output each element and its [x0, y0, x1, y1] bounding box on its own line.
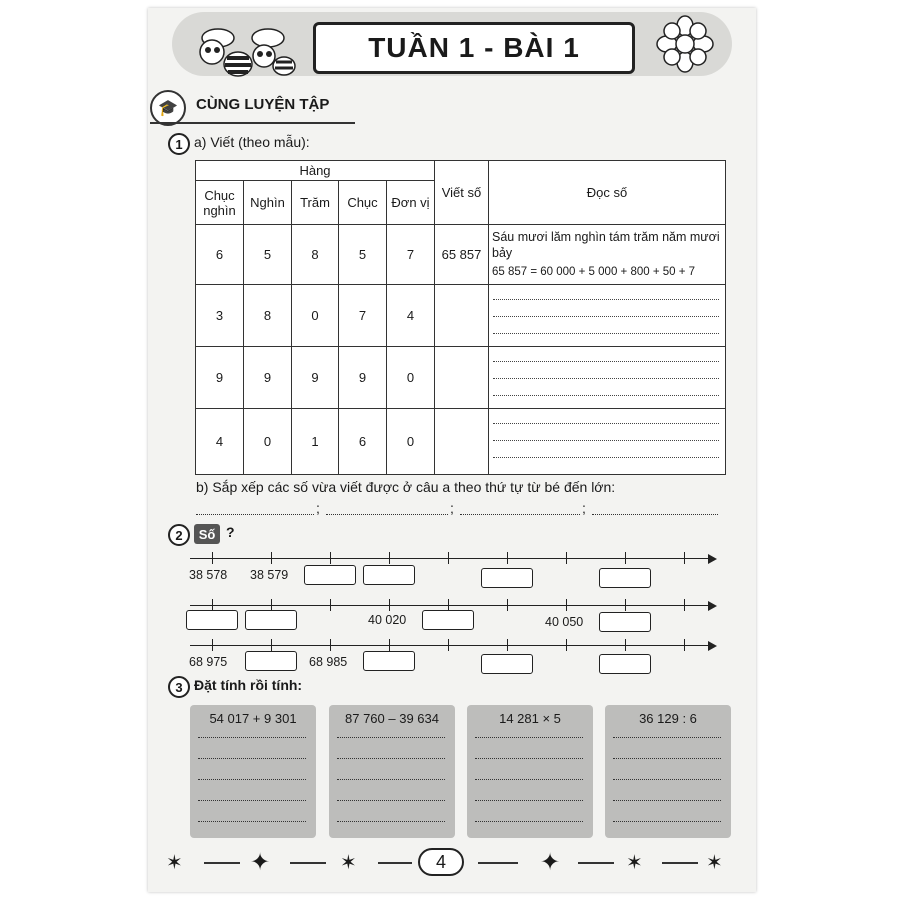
separator: ;	[316, 500, 320, 516]
number-line-label: 40 050	[545, 615, 584, 629]
footer-dash	[290, 862, 326, 864]
number-blank-box[interactable]	[481, 654, 533, 674]
table-row	[196, 285, 726, 347]
table-cell: 8	[244, 285, 292, 347]
star-icon: ✶	[706, 852, 723, 874]
column-header: Chục	[339, 181, 387, 225]
section-title: CÙNG LUYỆN TẬP	[196, 96, 330, 113]
number-line-label: 68 985	[309, 655, 348, 669]
footer-dash	[204, 862, 240, 864]
footer-dash	[578, 862, 614, 864]
number-line-2	[190, 605, 710, 606]
number-line-label: 68 975	[189, 655, 228, 669]
table-cell: 4	[196, 409, 244, 475]
exercise-1b-prompt: b) Sắp xếp các số vừa viết được ở câu a theo thứ tự từ bé đến lớn:	[196, 479, 616, 495]
separator: ;	[582, 500, 586, 516]
arrow-icon	[708, 641, 717, 651]
exercise-3-prompt: Đặt tính rồi tính:	[194, 677, 303, 693]
column-header: Trăm	[292, 181, 339, 225]
exercise-2-label: Số	[194, 524, 220, 544]
number-blank-box[interactable]	[245, 610, 297, 630]
answer-blank[interactable]	[460, 514, 580, 515]
table-cell: 0	[244, 409, 292, 475]
star-icon: ✶	[166, 852, 183, 874]
question-mark: ?	[226, 524, 235, 540]
column-header-reading: Đọc số	[489, 161, 726, 225]
calc-expression: 36 129 : 6	[639, 711, 697, 726]
star-icon: ✶	[340, 852, 357, 874]
exercise-3-number: 3	[168, 676, 190, 698]
number-blank-box[interactable]	[599, 654, 651, 674]
number-blank-box[interactable]	[599, 568, 651, 588]
page-title: TUẦN 1 - BÀI 1	[313, 22, 635, 74]
written-number-blank[interactable]	[435, 347, 489, 409]
place-value-table	[195, 160, 726, 475]
column-header: Đơn vị	[387, 181, 435, 225]
table-cell: 9	[244, 347, 292, 409]
footer-dash	[478, 862, 518, 864]
table-row	[196, 347, 726, 409]
calc-box[interactable]	[190, 705, 316, 838]
number-line-3	[190, 645, 710, 646]
table-cell: 1	[292, 409, 339, 475]
written-number-cell: 65 857	[435, 225, 489, 285]
table-cell: 9	[292, 347, 339, 409]
table-cell: 0	[292, 285, 339, 347]
answer-blank[interactable]	[196, 514, 314, 515]
separator: ;	[450, 500, 454, 516]
number-blank-box[interactable]	[599, 612, 651, 632]
table-cell: 6	[339, 409, 387, 475]
calc-box[interactable]	[467, 705, 593, 838]
number-blank-box[interactable]	[304, 565, 356, 585]
number-blank-box[interactable]	[186, 610, 238, 630]
number-line-label: 38 579	[250, 568, 289, 582]
column-header: Nghìn	[244, 181, 292, 225]
calc-box[interactable]	[605, 705, 731, 838]
table-cell: 9	[196, 347, 244, 409]
reading-text: Sáu mươi lăm nghìn tám trăm năm mươi bảy	[492, 230, 720, 260]
bees-icon	[180, 10, 300, 78]
arrow-icon	[708, 554, 717, 564]
exercise-1a-prompt: a) Viết (theo mẫu):	[194, 134, 310, 150]
column-header-written: Viết số	[435, 161, 489, 225]
footer-dash	[378, 862, 412, 864]
exercise-2-number: 2	[168, 524, 190, 546]
expansion-text: 65 857 = 60 000 + 5 000 + 800 + 50 + 7	[492, 266, 696, 278]
footer-dash	[662, 862, 698, 864]
reading-blank[interactable]	[489, 285, 726, 347]
table-row	[196, 225, 726, 285]
table-cell: 6	[196, 225, 244, 285]
reading-cell	[489, 225, 726, 285]
star-icon: ✦	[250, 849, 271, 876]
table-cell: 7	[339, 285, 387, 347]
calc-expression: 87 760 – 39 634	[345, 711, 439, 726]
column-header: Chục nghìn	[196, 181, 244, 225]
number-blank-box[interactable]	[481, 568, 533, 588]
star-icon: ✶	[626, 852, 643, 874]
calc-expression: 14 281 × 5	[499, 711, 561, 726]
number-blank-box[interactable]	[363, 565, 415, 585]
number-line-1	[190, 558, 710, 559]
number-blank-box[interactable]	[245, 651, 297, 671]
table-row	[196, 409, 726, 475]
star-icon: ✦	[540, 849, 561, 876]
table-cell: 0	[387, 409, 435, 475]
section-underline	[150, 122, 355, 124]
arrow-icon	[708, 601, 717, 611]
table-cell: 8	[292, 225, 339, 285]
written-number-blank[interactable]	[435, 409, 489, 475]
table-cell: 5	[339, 225, 387, 285]
table-cell: 3	[196, 285, 244, 347]
number-blank-box[interactable]	[422, 610, 474, 630]
calc-expression: 54 017 + 9 301	[209, 711, 297, 726]
answer-blank[interactable]	[326, 514, 448, 515]
reading-blank[interactable]	[489, 409, 726, 475]
number-blank-box[interactable]	[363, 651, 415, 671]
table-cell: 0	[387, 347, 435, 409]
exercise-1-number: 1	[168, 133, 190, 155]
answer-blank[interactable]	[592, 514, 718, 515]
table-cell: 7	[387, 225, 435, 285]
table-cell: 4	[387, 285, 435, 347]
page-number: 4	[418, 848, 464, 876]
number-line-label: 38 578	[189, 568, 228, 582]
flower-icon	[655, 14, 715, 74]
table-cell: 9	[339, 347, 387, 409]
table-group-header: Hàng	[196, 161, 435, 181]
table-cell: 5	[244, 225, 292, 285]
calc-box[interactable]	[329, 705, 455, 838]
number-line-label: 40 020	[368, 613, 407, 627]
graduation-hands-icon: 🎓	[150, 90, 186, 126]
written-number-blank[interactable]	[435, 285, 489, 347]
reading-blank[interactable]	[489, 347, 726, 409]
